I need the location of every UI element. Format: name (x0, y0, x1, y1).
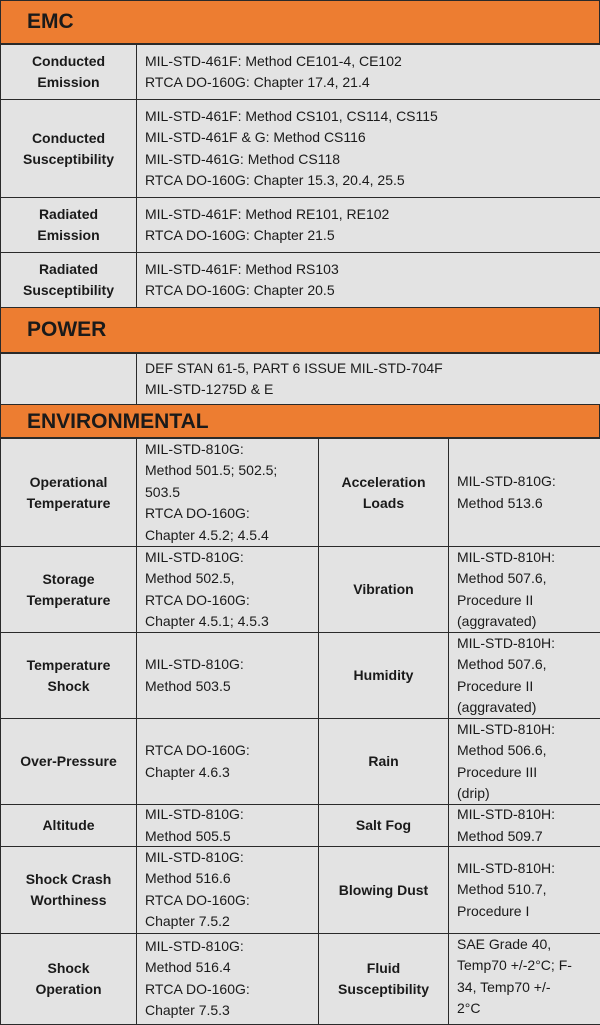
row-value: MIL-STD-810G: Method 516.4 RTCA DO-160G: Chapter 7.5.3 (136, 933, 319, 1025)
section-header-power: POWER (0, 307, 600, 353)
row-label: Rain (318, 718, 449, 805)
row-value: MIL-STD-810H: Method 507.6, Procedure II (aggravated) (448, 546, 600, 633)
row-label: Conducted Susceptibility (0, 99, 137, 198)
row-value: MIL-STD-461F: Method CS101, CS114, CS115 MIL-STD-461F & G: Method CS116 MIL-STD-461G: Method CS118 RTCA DO-160G: Chapter 15.3, 20.4, 25.5 (136, 99, 600, 198)
row-value: MIL-STD-810H: Method 507.6, Procedure II (aggravated) (448, 632, 600, 719)
table-row (0, 718, 600, 804)
row-value: MIL-STD-810G: Method 513.6 (448, 438, 600, 547)
row-label: Shock Operation (0, 933, 137, 1025)
row-label: Over-Pressure (0, 718, 137, 805)
row-label: Altitude (0, 804, 137, 847)
row-value: MIL-STD-810H: Method 506.6, Procedure III (drip) (448, 718, 600, 805)
row-label: Fluid Susceptibility (318, 933, 449, 1025)
row-value: MIL-STD-461F: Method RS103 RTCA DO-160G: Chapter 20.5 (136, 252, 600, 308)
row-value: MIL-STD-810G: Method 516.6 RTCA DO-160G: Chapter 7.5.2 (136, 846, 319, 934)
row-value: MIL-STD-810H: Method 509.7 (448, 804, 600, 847)
row-label (0, 353, 137, 405)
table-row (0, 632, 600, 718)
row-label: Radiated Susceptibility (0, 252, 137, 308)
row-label: Storage Temperature (0, 546, 137, 633)
row-label: Vibration (318, 546, 449, 633)
row-label: Shock Crash Worthiness (0, 846, 137, 934)
table-row (0, 804, 600, 846)
row-value: MIL-STD-810G: Method 501.5; 502.5; 503.5 RTCA DO-160G: Chapter 4.5.2; 4.5.4 (136, 438, 319, 547)
row-label: Acceleration Loads (318, 438, 449, 547)
table-row (0, 252, 600, 307)
row-value: DEF STAN 61-5, PART 6 ISSUE MIL-STD-704F MIL-STD-1275D & E (136, 353, 600, 405)
row-value: RTCA DO-160G: Chapter 4.6.3 (136, 718, 319, 805)
row-value: SAE Grade 40, Temp70 +/-2°C; F- 34, Temp70 +/- 2°C (448, 933, 600, 1025)
row-label: Salt Fog (318, 804, 449, 847)
row-value: MIL-STD-810G: Method 505.5 (136, 804, 319, 847)
row-label: Radiated Emission (0, 197, 137, 253)
table-row (0, 846, 600, 933)
row-label: Temperature Shock (0, 632, 137, 719)
table-row (0, 933, 600, 1024)
row-value: MIL-STD-810G: Method 503.5 (136, 632, 319, 719)
row-label: Conducted Emission (0, 44, 137, 100)
row-value: MIL-STD-810H: Method 510.7, Procedure I (448, 846, 600, 934)
row-label: Blowing Dust (318, 846, 449, 934)
table-row (0, 99, 600, 197)
table-row (0, 44, 600, 99)
table-row (0, 197, 600, 252)
section-header-emc: EMC (0, 0, 600, 44)
table-row (0, 353, 600, 404)
row-value: MIL-STD-461F: Method CE101-4, CE102 RTCA DO-160G: Chapter 17.4, 21.4 (136, 44, 600, 100)
row-value: MIL-STD-461F: Method RE101, RE102 RTCA DO-160G: Chapter 21.5 (136, 197, 600, 253)
table-row (0, 546, 600, 632)
row-label: Operational Temperature (0, 438, 137, 547)
section-header-environmental: ENVIRONMENTAL (0, 404, 600, 438)
row-value: MIL-STD-810G: Method 502.5, RTCA DO-160G: Chapter 4.5.1; 4.5.3 (136, 546, 319, 633)
row-label: Humidity (318, 632, 449, 719)
table-row (0, 438, 600, 546)
